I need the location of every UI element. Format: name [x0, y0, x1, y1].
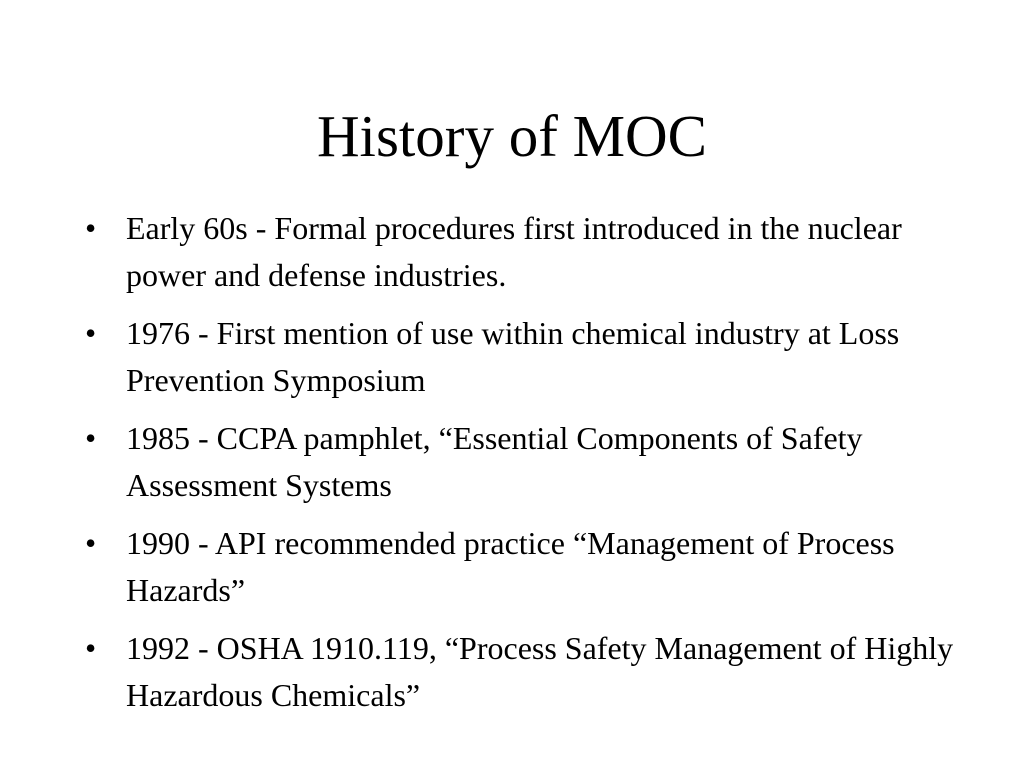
slide-title: History of MOC — [316, 103, 708, 169]
bullet-item-early-60s — [85, 205, 955, 299]
bullet-item-1976 — [85, 310, 955, 404]
bullet-text: 1985 - CCPA pamphlet, “Essential Components of Safety Assessment Systems — [126, 420, 863, 503]
bullet-list — [85, 205, 955, 730]
bullet-icon: • — [85, 420, 97, 456]
bullet-text: 1976 - First mention of use within chemical industry at Loss Prevention Symposium — [126, 315, 900, 398]
bullet-icon: • — [85, 630, 97, 666]
bullet-text: 1992 - OSHA 1910.119, “Process Safety Management of Highly Hazardous Chemicals” — [126, 630, 954, 713]
bullet-icon: • — [85, 210, 97, 246]
bullet-icon: • — [85, 525, 97, 561]
bullet-item-1985 — [85, 415, 955, 509]
bullet-item-1992 — [85, 625, 955, 719]
bullet-text: 1990 - API recommended practice “Management of Process Hazards” — [126, 525, 895, 608]
bullet-item-1990 — [85, 520, 955, 614]
bullet-text: Early 60s - Formal procedures first introduced in the nuclear power and defense industries. — [126, 210, 902, 293]
bullet-icon: • — [85, 315, 97, 351]
